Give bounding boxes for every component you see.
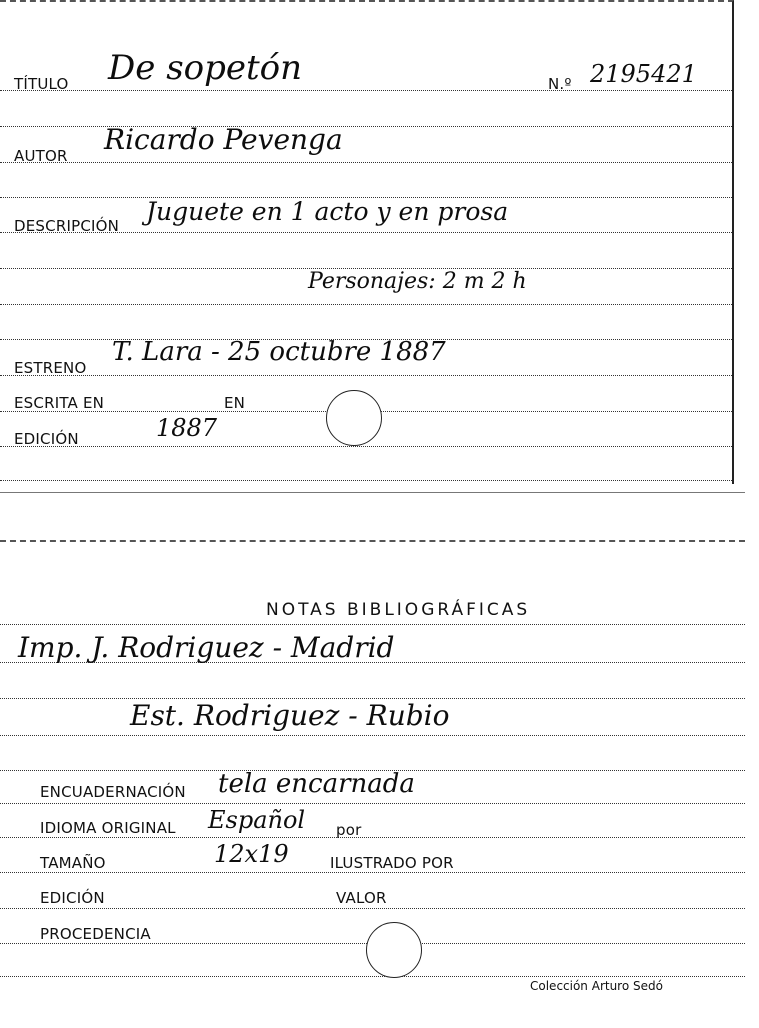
nota-estampacion: Est. Rodriguez - Rubio	[130, 699, 450, 732]
encuadernacion-label: ENCUADERNACIÓN	[40, 783, 186, 801]
encuadernacion-value: tela encarnada	[218, 769, 415, 799]
tamano-label: TAMAÑO	[40, 854, 106, 872]
estreno-value: T. Lara - 25 octubre 1887	[112, 337, 446, 367]
numero-label: N.º	[548, 75, 572, 93]
escrita-en-label: EN	[224, 394, 246, 412]
personajes-value: Personajes: 2 m 2 h	[308, 269, 527, 294]
rule-line	[0, 837, 745, 838]
nota-imprenta: Imp. J. Rodriguez - Madrid	[18, 631, 395, 664]
rule-line	[0, 908, 745, 909]
tamano-value: 12x19	[214, 840, 289, 868]
titulo-value: De sopetón	[108, 48, 303, 88]
notas-heading: NOTAS BIBLIOGRÁFICAS	[266, 600, 531, 620]
edicion-value: 1887	[156, 414, 218, 442]
numero-value: 2195421	[590, 60, 697, 88]
autor-value: Ricardo Pevenga	[104, 123, 343, 156]
catalog-card-front	[0, 0, 734, 484]
idioma-por-label: por	[336, 821, 362, 839]
rule-line	[0, 446, 732, 447]
descripcion-label: DESCRIPCIÓN	[14, 217, 120, 235]
edicion-back-label: EDICIÓN	[40, 889, 105, 907]
escrita-label: ESCRITA EN	[14, 394, 105, 412]
titulo-label: TÍTULO	[14, 75, 69, 93]
rule-line	[0, 375, 732, 376]
rule-line	[0, 803, 745, 804]
coleccion-credit: Colección Arturo Sedó	[530, 979, 663, 993]
valor-label: VALOR	[336, 889, 387, 907]
rule-line	[0, 735, 745, 736]
card-separator	[0, 492, 745, 493]
rule-line	[0, 872, 745, 873]
idioma-value: Español	[208, 806, 306, 834]
procedencia-label: PROCEDENCIA	[40, 925, 151, 943]
rule-line	[0, 162, 732, 163]
rule-line	[0, 480, 732, 481]
rule-line	[0, 304, 732, 305]
estreno-label: ESTRENO	[14, 359, 87, 377]
autor-label: AUTOR	[14, 147, 68, 165]
rule-line	[0, 976, 745, 977]
descripcion-value: Juguete en 1 acto y en prosa	[146, 197, 509, 226]
punch-hole	[366, 922, 422, 978]
rule-line	[0, 624, 745, 625]
rule-line	[0, 90, 732, 91]
ilustrado-label: ILUSTRADO POR	[330, 854, 454, 872]
catalog-card-back	[0, 540, 745, 1022]
punch-hole	[326, 390, 382, 446]
idioma-label: IDIOMA ORIGINAL	[40, 819, 176, 837]
edicion-label: EDICIÓN	[14, 430, 79, 448]
